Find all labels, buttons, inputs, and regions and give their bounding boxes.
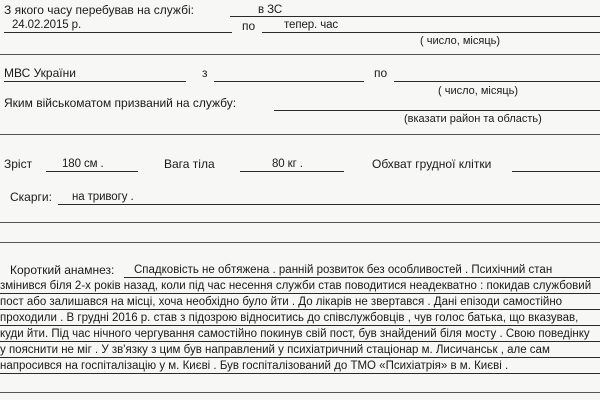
draft-line	[274, 110, 600, 111]
complaints-label: Скарги:	[10, 190, 52, 204]
complaints-line-1	[58, 204, 600, 205]
service-label: З якого часу перебував на службі:	[4, 3, 194, 17]
anamnesis-label: Короткий анамнез:	[10, 263, 115, 277]
anamnesis-line-3: пост або залишався на місці, хоча необхідно було йти . До лікарів не звертався . Дані епізоди самостійно	[0, 296, 563, 308]
height-label: Зріст	[4, 157, 33, 171]
height-value: 180 см .	[62, 158, 104, 170]
complaints-value: на тривогу .	[72, 191, 134, 203]
complaints-line-2	[0, 222, 600, 223]
service-to-label: по	[242, 19, 256, 33]
mvs-from-label: з	[202, 66, 208, 80]
anamnesis-line-5: куди йти. Під час нічного чергування самостійно покинув свій пост, був знайдений біля мосту . Свою поведінку	[0, 328, 590, 340]
mvs-line	[4, 81, 186, 82]
mvs-label: МВС України	[4, 66, 76, 80]
draft-label: Яким військоматом призваний на службу:	[4, 96, 237, 110]
chest-line	[512, 171, 600, 172]
anamnesis-rule-2	[0, 293, 600, 294]
anamnesis-rule-1	[124, 277, 600, 278]
service-from-date: 24.02.2015 р.	[12, 19, 82, 31]
anamnesis-rule-4	[0, 325, 600, 326]
draft-hint: (вказати район та область)	[404, 113, 542, 125]
service-to-line	[262, 32, 600, 33]
mvs-to-label: по	[374, 66, 388, 80]
anamnesis-line-4: проходили . В грудні 2016 р. став з підозрою відноситись до співслужбовців , чув голос батька, що вказував,	[0, 312, 579, 324]
service-unit-line	[230, 16, 600, 17]
anamnesis-rule-7	[0, 373, 600, 374]
divider-line-2	[0, 134, 600, 135]
weight-line	[240, 171, 344, 172]
divider-line-1	[0, 54, 600, 55]
anamnesis-rule-3	[0, 309, 600, 310]
complaints-line-3	[0, 242, 600, 243]
anamnesis-line-7: напросився на госпіталізацію у м. Києві . Був госпіталізований до ТМО «Психіатрія» в м. Києві .	[0, 360, 509, 372]
mvs-from-line	[214, 81, 364, 82]
anamnesis-rule-5	[0, 341, 600, 342]
chest-label: Обхват грудної клітки	[372, 157, 492, 171]
anamnesis-rule-8	[0, 392, 600, 393]
service-from-line	[4, 32, 232, 33]
anamnesis-line-1: Спадковість не обтяжена . ранній розвиток без особливостей . Психічний стан	[134, 264, 553, 276]
anamnesis-rule-6	[0, 357, 600, 358]
height-line	[46, 171, 138, 172]
weight-value: 80 кг .	[272, 158, 303, 170]
service-hint: ( число, місяць)	[420, 35, 501, 47]
service-to-value: тепер. час	[284, 19, 339, 31]
weight-label: Вага тіла	[164, 157, 215, 171]
anamnesis-line-6: у пояснити не міг . У зв'язку з цим був направлений у психіатричний стаціонар м. Лисичанськ , але сам	[0, 344, 550, 356]
anamnesis-line-2: змінився біля 2-х років назад, коли під час несення служби став поводитися неадекватно : покидав службовий	[0, 280, 592, 292]
mvs-hint: ( число, місяць)	[438, 85, 519, 97]
service-unit: в ЗС	[258, 4, 283, 16]
mvs-to-line	[394, 81, 600, 82]
